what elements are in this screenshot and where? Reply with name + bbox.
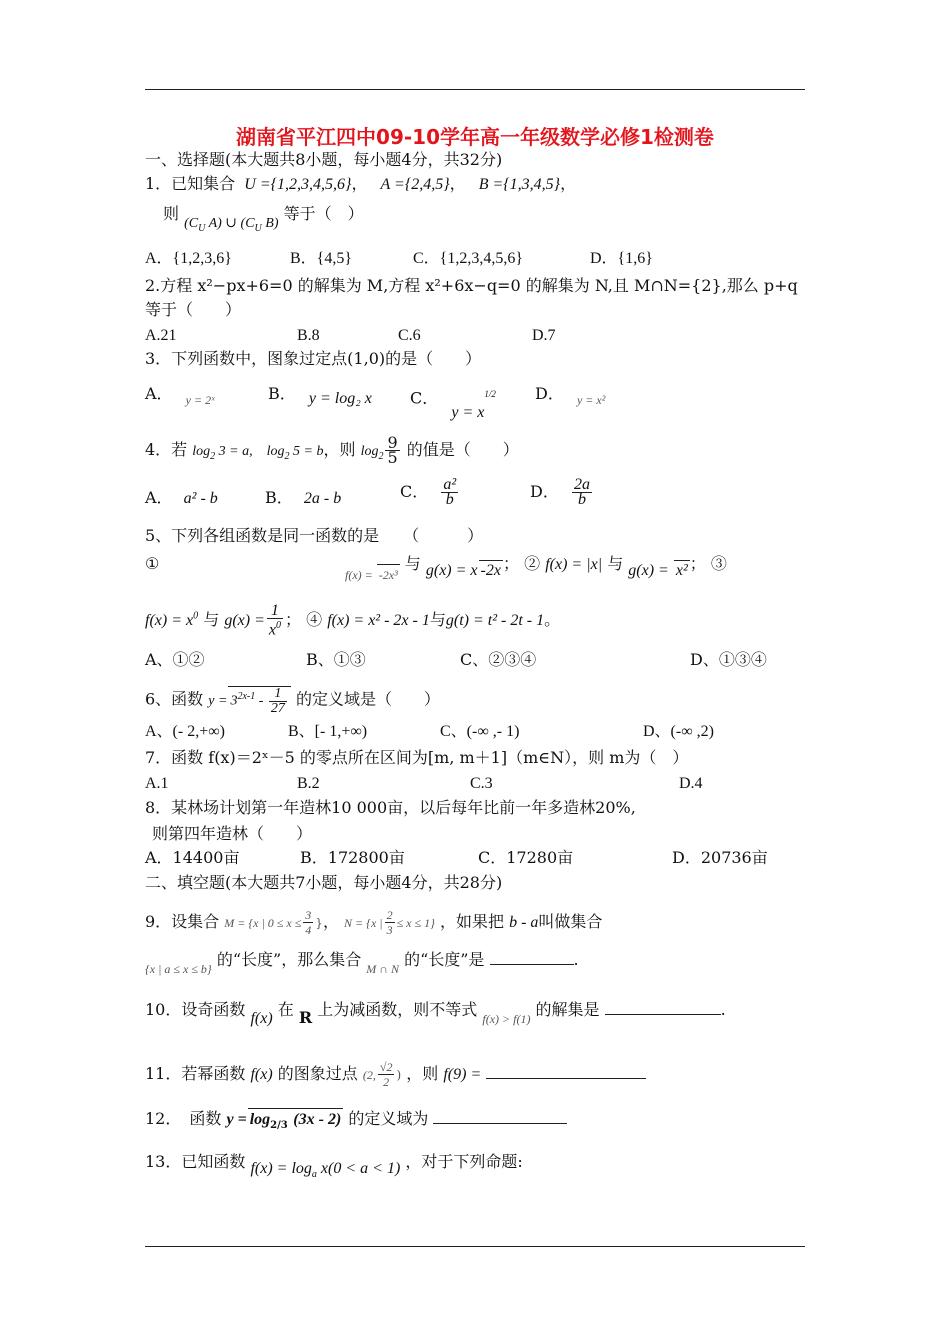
q5-option-d[interactable]: D、①③④ [690, 650, 767, 669]
q9-answer-blank[interactable] [490, 964, 574, 965]
q1-option-d[interactable]: D．{1,6} [590, 250, 653, 267]
q5-option-b[interactable]: B、①③ [306, 650, 366, 669]
question-11: 11．若幂函数 f(x) 的图象过点 (2, $\frac{√2}{2}$ ) ，则 f(9) = [145, 1060, 646, 1089]
question-2: 2.方程 x²−px+6=0 的解集为 M,方程 x²+6x−q=0 的解集为 N,且 M∩N={2},那么 p+q [145, 276, 798, 295]
q8-option-b[interactable]: B．172800亩 [300, 848, 405, 867]
q7-option-d[interactable]: D.4 [679, 775, 703, 792]
q5-option-c[interactable]: C、②③④ [460, 650, 537, 669]
question-4: 4．若 $\log_2 3 = a$, $\log_2 5 = b$，则 $\log_2$ $\frac{9}{5}$ 的值是（ ） [145, 433, 519, 467]
q1-option-a[interactable]: A．{1,2,3,6} [145, 250, 232, 267]
q3-option-a[interactable]: A． $_{y = 2ˣ}$ [145, 384, 215, 407]
q4-option-b[interactable]: B． 2a - b [265, 488, 342, 507]
question-3: 3．下列函数中，图象过定点(1,0)的是（ ） [145, 349, 482, 368]
question-9-line2: $_{\{x | a \le x \le b\}}$ 的“长度”，那么集合 $_{M \cap N}$ 的“长度”是 . [145, 950, 579, 976]
q6-option-b[interactable]: B、[- 1,+∞) [288, 723, 368, 740]
q2-option-a[interactable]: A.21 [145, 327, 177, 344]
q12-answer-blank[interactable] [433, 1123, 567, 1124]
question-13: 13．已知函数 $f(x) = \log_a x(0 < a < 1)$ ，对于下列命题: [145, 1152, 523, 1181]
q5-pair-3-4: $f(x) = x^0$ 与 g(x) = $\frac{1}{x^0}$ ； ④ f(x) = x² - 2x - 1与g(t) = t² - 2t - 1。 [145, 602, 561, 639]
question-9: 9．设集合 M = {x | 0 ≤ x ≤ $\frac{3}{4}$ }， N = {x | $\frac{2}{3}$ ≤ x ≤ 1} ，如果把 b - a叫做集合 [145, 908, 603, 937]
q2-option-d[interactable]: D.7 [532, 327, 556, 344]
q7-option-b[interactable]: B.2 [297, 775, 320, 792]
question-1-line2: 则 ($C_U$ A) ∪ ($C_U$ B) 等于（ ） [163, 204, 364, 234]
question-5: 5、下列各组函数是同一函数的是 （ ） [145, 526, 484, 545]
q1-option-c[interactable]: C．{1,2,3,4,5,6} [413, 250, 524, 267]
question-12: 12． 函数 $y = \log_{2/3} (3x - 2)$ 的定义域为 [145, 1108, 567, 1136]
q2-option-b[interactable]: B.8 [297, 327, 320, 344]
q2-option-c[interactable]: C.6 [398, 327, 421, 344]
question-8-line2: 则第四年造林（ ） [152, 824, 313, 843]
q8-option-d[interactable]: D．20736亩 [672, 848, 768, 867]
q4-option-a[interactable]: A． a² - b [145, 488, 218, 507]
question-10: 10．设奇函数 f(x) 在 R 上为减函数，则不等式 $_{f(x) > f(1)}$ 的解集是 . [145, 1000, 726, 1027]
top-rule [145, 89, 805, 90]
q3-option-c[interactable]: C． $y = x^{1/2}$ [410, 388, 496, 422]
question-1: 1．已知集合 U ={1,2,3,4,5,6}， A ={2,4,5}， B ={1,3,4,5}， [145, 174, 577, 193]
q8-option-a[interactable]: A．14400亩 [145, 848, 240, 867]
q5-pair-1-2: $_{f(x) = -2x^3}$ 与 g(x) = x -2x ； ② f(x) = |x| 与 g(x) = x² ； ③ [345, 554, 727, 575]
q3-option-d[interactable]: D． $_{y = x^2}$ [535, 384, 606, 407]
q6-option-c[interactable]: C、(-∞ ,- 1) [440, 723, 520, 740]
q5-option-a[interactable]: A、①② [145, 650, 205, 669]
q5-marker-1: ① [145, 554, 160, 573]
section-fill-heading: 二、填空题(本大题共7小题，每小题4分，共28分) [145, 873, 503, 892]
section-choice-heading: 一、选择题(本大题共8小题，每小题4分，共32分) [145, 150, 503, 169]
q6-option-a[interactable]: A、(- 2,+∞) [145, 723, 225, 740]
question-6: 6、函数 $y = 3^{2x-1}$ - $\frac{1}{27}$ 的定义域是（ ） [145, 686, 441, 716]
page-title: 湖南省平江四中09-10学年高一年级数学必修1检测卷 [236, 125, 714, 149]
q4-option-d[interactable]: D． $\frac{2a}{b}$ [530, 476, 590, 508]
q4-option-c[interactable]: C． $\frac{\text{a²}}{b}$ [400, 476, 457, 508]
complement-union-expr: ($C_U$ A) ∪ ($C_U$ B) [184, 216, 279, 234]
question-2-line2: 等于（ ） [145, 300, 242, 319]
question-8: 8．某林场计划第一年造林10 000亩，以后每年比前一年多造林20%, [145, 798, 636, 817]
q11-answer-blank[interactable] [486, 1078, 646, 1079]
q1-option-b[interactable]: B．{4,5} [290, 250, 353, 267]
q3-option-b[interactable]: B． y = log₂ x [268, 384, 372, 407]
question-7: 7．函数 f(x)＝2ˣ－5 的零点所在区间为[m, m＋1]（m∈N），则 m为（ ） [145, 748, 689, 767]
q7-option-c[interactable]: C.3 [470, 775, 493, 792]
q6-option-d[interactable]: D、(-∞ ,2) [643, 723, 714, 740]
q8-option-c[interactable]: C．17280亩 [478, 848, 574, 867]
bottom-rule [145, 1246, 805, 1247]
q10-answer-blank[interactable] [605, 1014, 721, 1015]
q7-option-a[interactable]: A.1 [145, 775, 169, 792]
